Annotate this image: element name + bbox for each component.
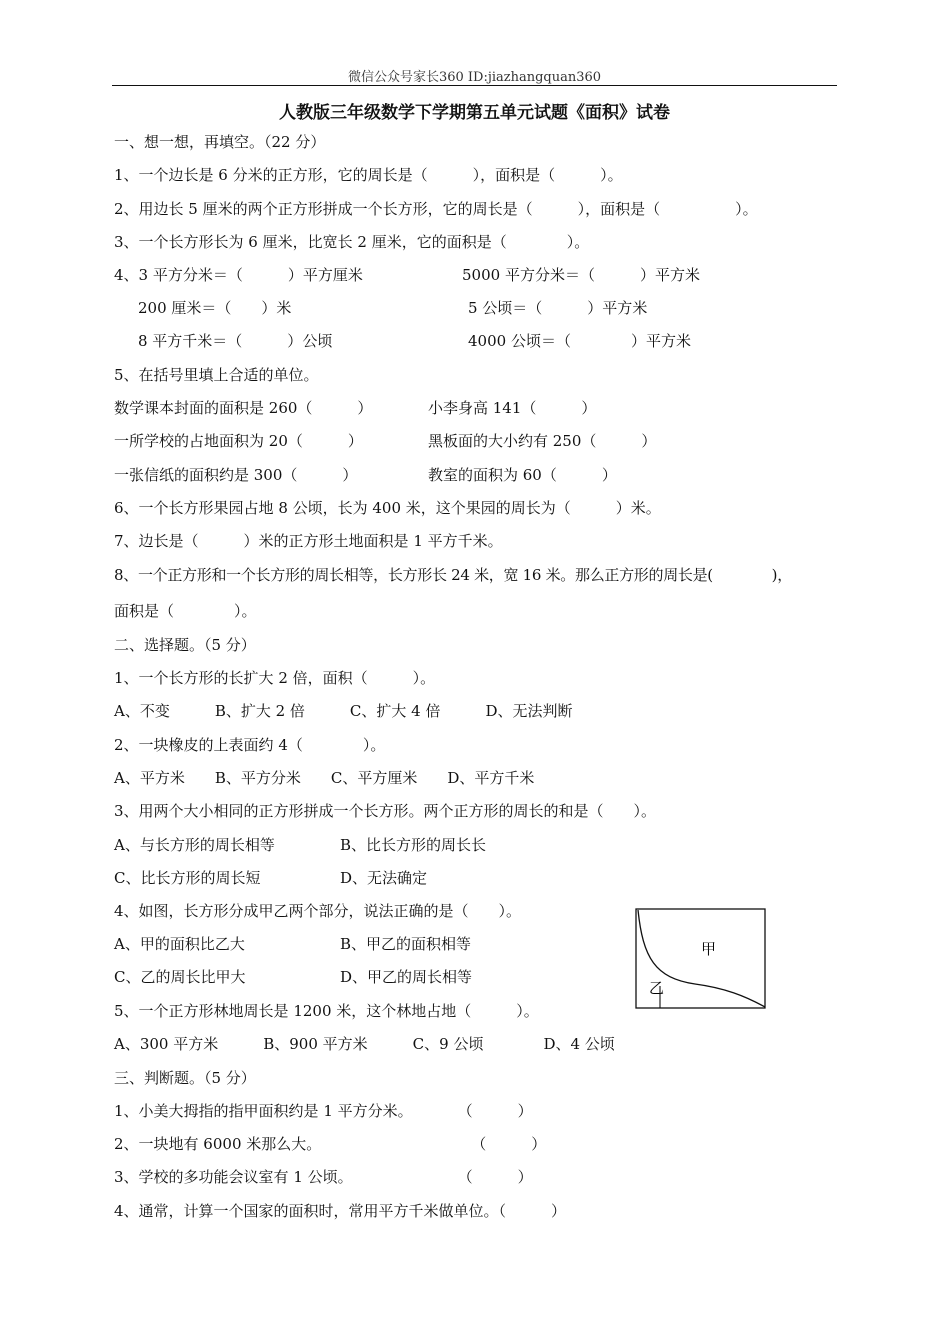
s2-question-5-options: A、300 平方米 B、900 平方米 C、9 公顷 D、4 公顷 [114, 1035, 615, 1053]
s1-question-5d: 黑板面的大小约有 250（ ） [428, 432, 657, 450]
rectangle-figure [635, 908, 767, 1010]
s2-question-1: 1、一个长方形的长扩大 2 倍，面积（ ）。 [114, 669, 436, 687]
s2-question-3-option-a: A、与长方形的周长相等 [114, 836, 275, 854]
s1-question-4d: 5 公顷＝（ ）平方米 [468, 299, 648, 317]
s1-question-5: 5、在括号里填上合适的单位。 [114, 366, 319, 384]
header-rule [112, 85, 837, 86]
s1-question-6: 6、一个长方形果园占地 8 公顷，长为 400 米，这个果园的周长为（ ）米。 [114, 499, 661, 517]
s2-question-4: 4、如图，长方形分成甲乙两个部分，说法正确的是（ ）。 [114, 902, 522, 920]
s1-question-1: 1、一个边长是 6 分米的正方形，它的周长是（ ），面积是（ ）。 [114, 166, 623, 184]
s2-question-2: 2、一块橡皮的上表面约 4（ ）。 [114, 736, 386, 754]
s3-question-3: 3、学校的多功能会议室有 1 公顷。 （ ） [114, 1168, 533, 1186]
label-yi: 乙 [649, 979, 665, 997]
page-header: 微信公众号家长360 ID:jiazhangquan360 [347, 70, 602, 85]
s1-question-4b: 5000 平方分米＝（ ）平方米 [462, 266, 700, 284]
s3-question-4: 4、通常，计算一个国家的面积时，常用平方千米做单位。（ ） [114, 1202, 567, 1220]
s1-question-5a: 数学课本封面的面积是 260（ ） [114, 399, 373, 417]
s2-question-4-option-b: B、甲乙的面积相等 [340, 935, 472, 953]
s2-question-4-option-c: C、乙的周长比甲大 [114, 968, 246, 986]
s2-question-3: 3、用两个大小相同的正方形拼成一个长方形。两个正方形的周长的和是（ ）。 [114, 802, 657, 820]
s1-question-4c: 200 厘米＝（ ）米 [138, 299, 292, 317]
s3-question-1: 1、小美大拇指的指甲面积约是 1 平方分米。 （ ） [114, 1102, 533, 1120]
s1-question-5c: 一所学校的占地面积为 20（ ） [114, 432, 363, 450]
s1-question-5f: 教室的面积为 60（ ） [428, 466, 617, 484]
s1-question-4a: 4、3 平方分米＝（ ）平方厘米 [114, 266, 363, 284]
section1-heading: 一、想一想，再填空。（22 分） [114, 133, 326, 151]
s1-question-5e: 一张信纸的面积约是 300（ ） [114, 466, 358, 484]
s2-question-4-option-a: A、甲的面积比乙大 [114, 935, 245, 953]
s3-question-2: 2、一块地有 6000 米那么大。 （ ） [114, 1135, 547, 1153]
s2-question-3-option-b: B、比长方形的周长长 [340, 836, 487, 854]
s1-question-5b: 小李身高 141（ ） [428, 399, 597, 417]
section2-heading: 二、选择题。（5 分） [114, 636, 256, 654]
s2-question-4-option-d: D、甲乙的周长相等 [340, 968, 473, 986]
s1-question-7: 7、边长是（ ）米的正方形土地面积是 1 平方千米。 [114, 532, 503, 550]
s2-question-1-options: A、不变 B、扩大 2 倍 C、扩大 4 倍 D、无法判断 [114, 702, 573, 720]
s2-question-2-options: A、平方米 B、平方分米 C、平方厘米 D、平方千米 [114, 769, 535, 787]
s1-question-8: 8、一个正方形和一个长方形的周长相等，长方形长 24 米，宽 16 米。那么正方形的周长是( )， [114, 566, 792, 584]
s1-question-4e: 8 平方千米＝（ ）公顷 [138, 332, 333, 350]
s1-question-3: 3、一个长方形长为 6 厘米，比宽长 2 厘米，它的面积是（ ）。 [114, 233, 590, 251]
label-jia: 甲 [701, 940, 717, 958]
section3-heading: 三、判断题。（5 分） [114, 1069, 256, 1087]
s2-question-3-option-d: D、无法确定 [340, 869, 428, 887]
s2-question-3-option-c: C、比长方形的周长短 [114, 869, 261, 887]
s1-question-4f: 4000 公顷＝（ ）平方米 [468, 332, 691, 350]
s1-question-8-cont: 面积是（ ）。 [114, 602, 257, 620]
page-title: 人教版三年级数学下学期第五单元试题《面积》试卷 [279, 103, 670, 123]
s2-question-5: 5、一个正方形林地周长是 1200 米，这个林地占地（ ）。 [114, 1002, 539, 1020]
s1-question-2: 2、用边长 5 厘米的两个正方形拼成一个长方形，它的周长是（ ），面积是（ ）。 [114, 200, 758, 218]
